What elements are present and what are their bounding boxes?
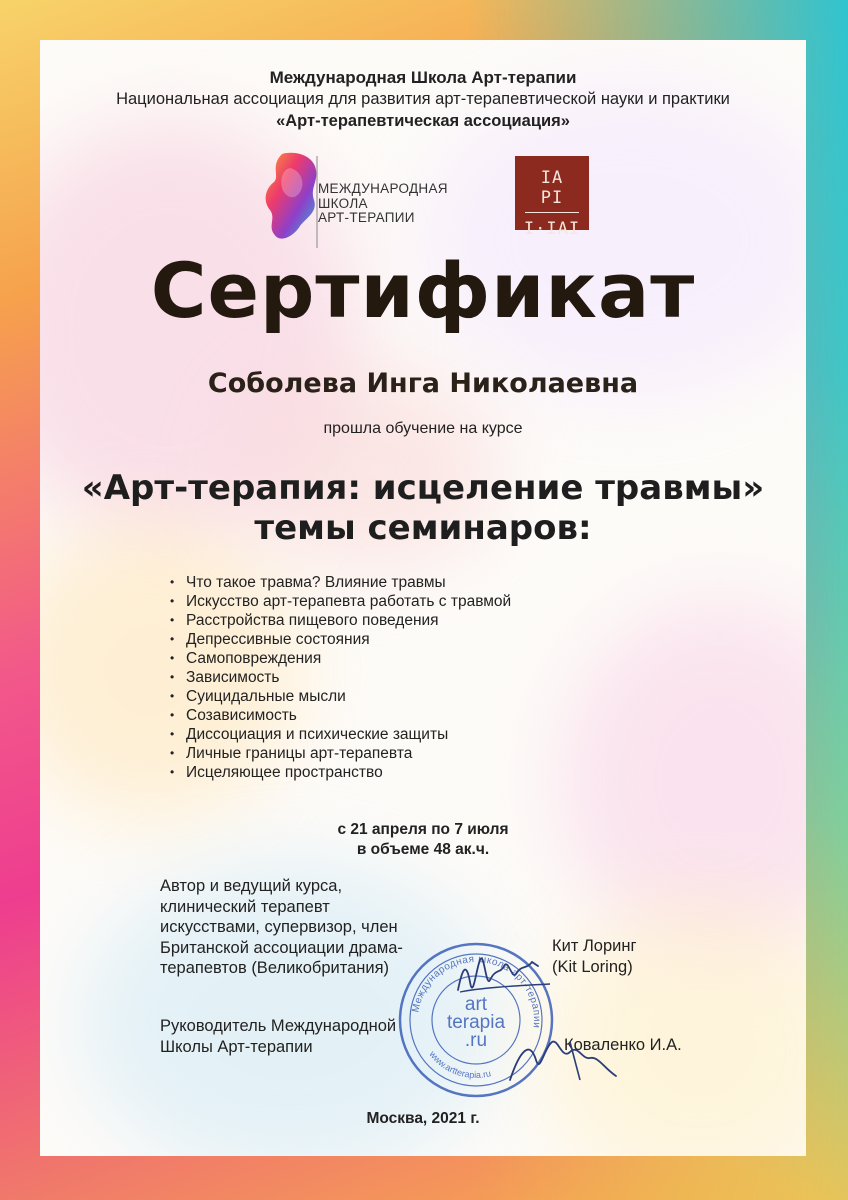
logo-text-line: IA PI xyxy=(525,168,579,213)
head-name: Коваленко И.А. xyxy=(564,1036,682,1054)
date-period: с 21 апреля по 7 июля xyxy=(337,821,509,838)
handwritten-signatures xyxy=(440,930,640,1100)
logo-text-line: МЕЖДУНАРОДНАЯ xyxy=(318,181,448,196)
list-item: • Самоповреждения xyxy=(170,649,511,668)
logo-text-line: I·IAI xyxy=(523,219,581,239)
author-name: Кит Лоринг xyxy=(552,937,637,955)
recipient-name: Соболева Инга Николаевна xyxy=(207,368,639,399)
list-item: • Что такое травма? Влияние травмы xyxy=(170,573,511,592)
header-association-description: Национальная ассоциация для развития арт-терапевтической науки и практики xyxy=(116,90,730,108)
list-item: • Суицидальные мысли xyxy=(170,687,511,706)
course-volume: в объеме 48 ак.ч. xyxy=(356,841,490,858)
topics-list xyxy=(170,573,511,782)
logo-text-line: ШКОЛА xyxy=(318,195,368,211)
author-line: клинический терапевт xyxy=(160,897,330,916)
list-item: • Искусство арт-терапевта работать с травмой xyxy=(170,592,511,611)
list-item: • Расстройства пищевого поведения xyxy=(170,611,511,630)
course-subtitle: темы семинаров: xyxy=(254,508,592,548)
course-title: «Арт-терапия: исцеление травмы» xyxy=(81,468,765,508)
stamp-center-line: art xyxy=(464,994,488,1015)
school-logo xyxy=(260,148,490,248)
course-dates xyxy=(40,820,806,860)
author-description xyxy=(160,876,403,979)
list-item: • Исцеляющее пространство xyxy=(170,763,511,782)
author-line: Британской ассоциации драма- xyxy=(160,938,403,957)
city-year: Москва, 2021 г. xyxy=(366,1110,480,1127)
header-association-name: «Арт-терапевтическая ассоциация» xyxy=(276,112,570,130)
author-line: искусствами, супервизор, член xyxy=(160,918,398,936)
stamp-url: www.artterapia.ru xyxy=(427,1049,492,1081)
author-name-latin: (Kit Loring) xyxy=(552,957,633,976)
list-item: • Личные границы арт-терапевта xyxy=(170,744,511,763)
head-line: Руководитель Международной xyxy=(160,1017,397,1035)
stamp-center-line: .ru xyxy=(464,1030,488,1051)
apiai-square-logo-icon xyxy=(515,164,589,239)
completion-text: прошла обучение на курсе xyxy=(323,420,523,437)
head-line: Школы Арт-терапии xyxy=(160,1037,313,1056)
school-logo-text xyxy=(318,182,448,226)
association-logo xyxy=(515,156,589,239)
stamp-center-line: terapia xyxy=(446,1012,506,1033)
paint-splash-logo-icon xyxy=(260,148,320,248)
list-item: • Диссоциация и психические защиты xyxy=(170,725,511,744)
author-line: терапевтов (Великобритания) xyxy=(160,959,390,977)
author-line: Автор и ведущий курса, xyxy=(160,877,343,895)
certificate-title: Сертификат xyxy=(150,246,696,335)
list-item: • Зависимость xyxy=(170,668,511,687)
list-item: • Созависимость xyxy=(170,706,511,725)
course-title-block xyxy=(40,468,806,548)
stamp-ring-text: Международная школа арт-терапии xyxy=(410,953,543,1029)
head-description xyxy=(160,1016,396,1057)
list-item: • Депрессивные состояния xyxy=(170,630,511,649)
header-school-name: Международная Школа Арт-терапии xyxy=(269,68,577,87)
certificate-paper xyxy=(40,40,806,1156)
logo-text-line: АРТ-ТЕРАПИИ xyxy=(318,210,415,225)
